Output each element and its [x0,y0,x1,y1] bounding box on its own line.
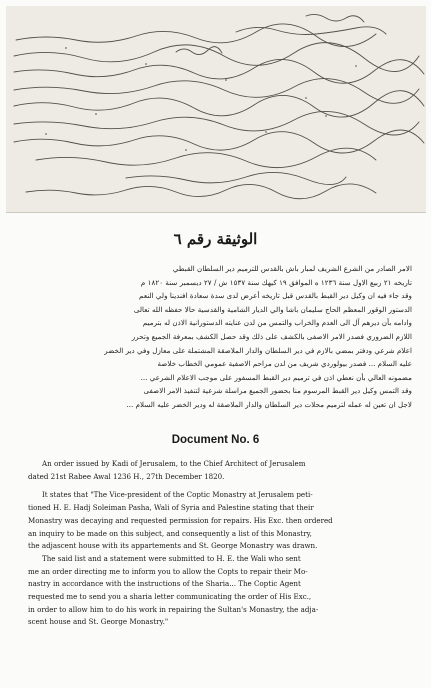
arabic-line: وادامه بأن ديرهم آل الى العدم والخراب والتمس من لدن عنايته الدستورانية الاذن له بترميم [142,318,412,328]
paragraph-line: It states that "The Vice-president of the Coptic Monastry at Jerusalem peti- [42,490,313,500]
paragraph-1 [28,489,404,553]
paragraph-line: Monastry was decaying and requested permission for repairs. His Exc. then ordered [28,515,333,525]
manuscript-handwriting-drawing [6,6,426,212]
intro-line: An order issued by Kadi of Jerusalem, to the Chief Architect of Jerusalem [42,459,306,468]
arabic-body-text [22,262,412,412]
english-body-text [28,458,404,629]
manuscript-facsimile-image [6,6,426,213]
paragraph-line: an inquiry to be made on this subject, and consequently a list of this Monastry, [28,528,312,538]
arabic-line: تاريخه ٢١ ربيع الاول سنة ١٢٣٦ ه الموافق ١٩ كيهك سنة ١٥٣٧ ش / ٢٧ ديسمبر سنة ١٨٢٠ م [140,277,412,287]
arabic-line: الامر الصادر من الشرع الشريف لمبار باش بالقدس للترميم دير السلطان القبطي [172,264,412,273]
arabic-line: لاجل ان تعين له عمله لترميم محلات دير السلطان والدار الملاصقة له ودير الخضر عليه السلام ... [126,399,412,409]
arabic-line: اعلام شرعي ودفتر بمضي بالازم في دير السلطان والدار الملاصقة المشتملة على معازل وفي دير الخضر [104,345,412,355]
arabic-line: عليه السلام ... فصدر بيولوردي شريف من لدن مراحم الاصفية عمومي الخطاب خلاصة [157,359,412,369]
paragraph-line: in order to allow him to do his work in repairing the Sultan's Monastry, the adja- [28,604,319,614]
paragraph-line: the adjascent house with its appartements and St. George Monastry was drawn. [28,541,318,551]
arabic-line: مضمونه العالي بأن نعطي اذن في ترميم دير القبط المسفور على موجب الاعلام الشرعي ... [140,372,412,382]
arabic-line: اللازم الضروري فصدر الامر الاصفى بالكشف على ذلك وقد حصل الكشف بمعرفة الجميع وتحرر [131,331,412,341]
paragraph-line: me an order directing me to inform you to allow the Copts to repair their Mo- [28,566,308,576]
arabic-line: وقد التمس وكيل دير القبط المرسوم منا بحضور الجميع مراسلة شرعية لتنفيذ الامر الاصفى [143,386,412,396]
english-document-title: Document No. 6 [171,434,260,446]
intro-paragraph [28,458,404,471]
paragraph-2 [28,553,404,629]
paragraph-line: scent house and St. George Monastry." [28,617,169,627]
intro-line: dated 21st Rabee Awal 1236 H., 27th December 1820. [28,471,225,481]
paragraph-line: The said list and a statement were submitted to H. E. the Wali who sent [42,553,301,563]
arabic-line: الدستور الوقور المعظم الحاج سليمان باشا والي الديار الشامية والقدسية حالا حفظه الله تعالى [133,304,412,314]
paragraph-line: nastry in accordance with the instructions of the Sharia... The Coptic Agent [28,579,301,589]
intro-paragraph-cont [28,471,404,484]
arabic-document-title: الوثيقة رقم ٦ [173,230,258,248]
paragraph-line: tioned H. E. Hadj Soleiman Pasha, Wali of Syria and Palestine stating that their [28,503,314,513]
paragraph-line: requested me to send you a sharia letter communicating the order of His Exc., [28,592,312,602]
arabic-line: وقد جاء فيه ان وكيل دير القبط بالقدس قبل تاريخه أعرض لدى سدة سعادة افندينا ولي النعم [139,291,412,301]
